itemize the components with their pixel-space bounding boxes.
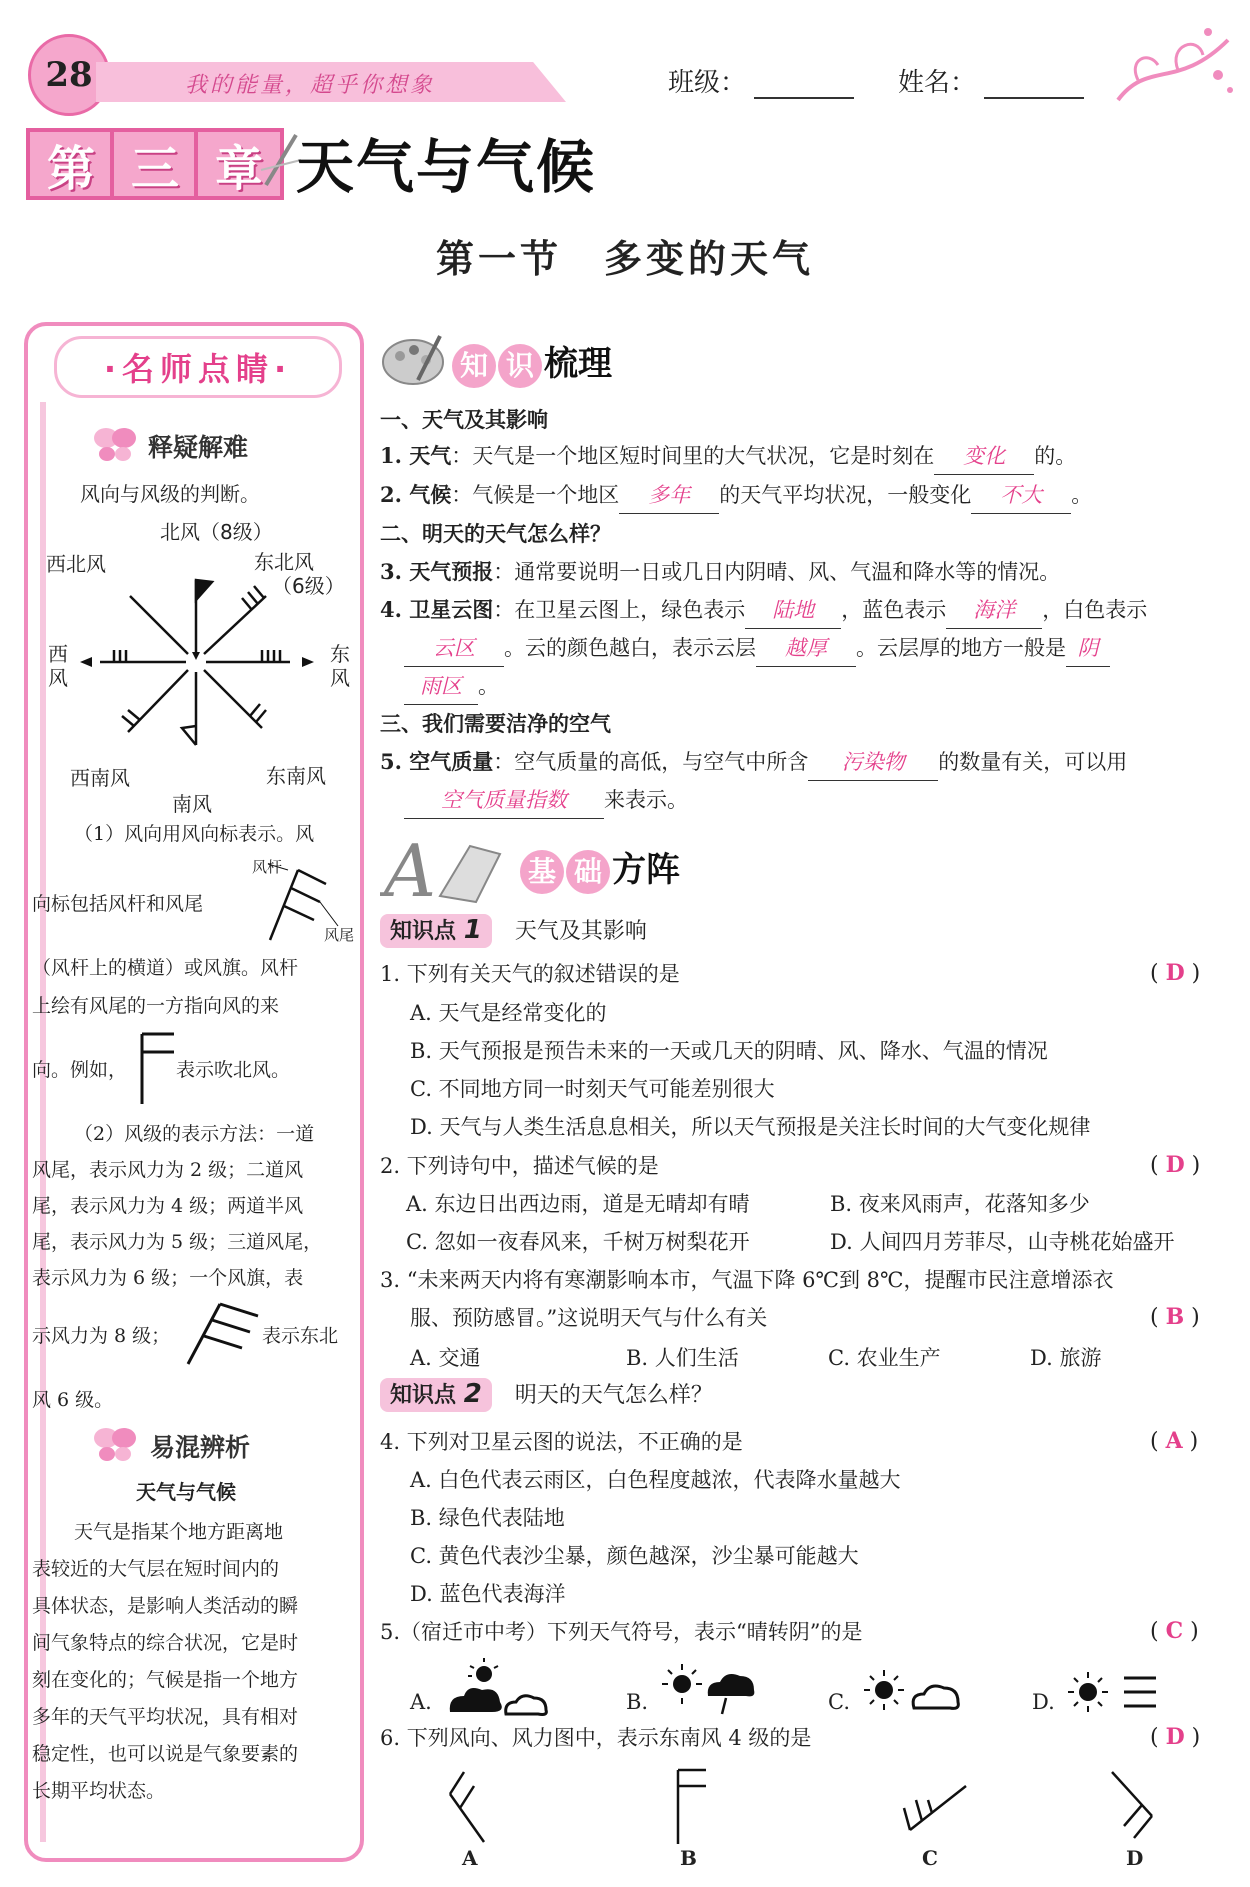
option-label: A.	[410, 1690, 432, 1714]
answer-bracket: ( B )	[1150, 1304, 1200, 1330]
option: D. 蓝色代表海洋	[410, 1582, 566, 1606]
compass-northwest-label: 西北风	[46, 552, 106, 576]
knowledge-h2: 二、明天的天气怎么样？	[380, 522, 611, 546]
question-stem: 3. “未来两天内将有寒潮影响本市，气温下降 6℃到 8℃，提醒市民注意增添衣	[380, 1268, 1114, 1292]
compass-northeast-level: （6级）	[272, 574, 345, 598]
compass-east-label-2: 风	[330, 666, 350, 690]
option: A. 交通	[410, 1346, 481, 1370]
answer-blank[interactable]: 变化	[934, 438, 1034, 475]
question-stem: 1. 下列有关天气的叙述错误的是	[380, 962, 680, 986]
answer-bracket: ( D )	[1150, 960, 1201, 986]
knowledge-q3: 3. 天气预报：通常要说明一日或几日内阴晴、风、气温和降水等的情况。	[380, 559, 1061, 584]
option-label: C.	[828, 1690, 850, 1714]
sunny-cloudy-cloudy-icon	[444, 1656, 554, 1720]
option: A. 天气是经常变化的	[410, 1001, 607, 1025]
answer-bracket: ( C )	[1150, 1618, 1199, 1644]
answer-bracket: ( A )	[1150, 1428, 1199, 1454]
compass-south-label: 南风	[172, 792, 212, 816]
sidebar-part2-title: 易混辨析	[150, 1433, 251, 1462]
compass-northeast-label: 东北风	[254, 550, 314, 574]
option: C. 农业生产	[828, 1346, 941, 1370]
option: D. 旅游	[1030, 1346, 1102, 1370]
slogan: 我的能量，超乎你想象	[185, 73, 436, 98]
knowledge-h1: 一、天气及其影响	[380, 408, 548, 432]
sidebar-para3-line: 稳定性，也可以说是气象要素的	[32, 1743, 299, 1765]
compass-north-label: 北风（8级）	[160, 520, 273, 544]
sidebar-part2-subtitle: 天气与气候	[136, 1480, 236, 1504]
knowledge-point-badge: 知识点 2	[380, 1378, 492, 1412]
wind-symbol-c-icon	[900, 1778, 970, 1838]
option: A. 东边日出西边雨，道是无晴却有晴	[406, 1192, 750, 1216]
chapter-char-2: 三	[110, 128, 200, 200]
answer-letter: D	[1165, 960, 1185, 986]
sunny-rain-icon	[660, 1660, 760, 1720]
class-label: 班级：	[668, 68, 747, 98]
answer-bracket: ( D )	[1150, 1724, 1201, 1750]
knowledge-point-title: 明天的天气怎么样？	[514, 1383, 713, 1408]
option: C. 黄色代表沙尘暴，颜色越深，沙尘暴可能越大	[410, 1544, 859, 1568]
answer-bracket: ( D )	[1150, 1152, 1201, 1178]
answer-blank[interactable]: 雨区	[404, 668, 478, 705]
sidebar-part1-subtitle: 风向与风级的判断。	[80, 482, 260, 506]
option: B. 人们生活	[626, 1346, 739, 1370]
option-label: D.	[1032, 1690, 1055, 1714]
palette-icon	[378, 330, 448, 390]
section-title: 第一节 多变的天气	[435, 236, 814, 281]
answer-letter: C	[1165, 1618, 1184, 1644]
tail-label: 风尾	[324, 926, 355, 944]
knowledge-q5-cont: 空气质量指数 来表示。	[404, 782, 688, 819]
option-label: D	[1126, 1846, 1144, 1870]
northeast-wind-6-icon	[184, 1298, 262, 1368]
compass-southwest-label: 西南风	[70, 766, 130, 790]
answer-blank[interactable]: 海洋	[946, 592, 1042, 629]
page-number: 28	[28, 34, 110, 116]
floral-decoration-icon	[1108, 20, 1238, 110]
option-label: B	[680, 1846, 697, 1870]
class-blank[interactable]	[754, 73, 854, 99]
wind-symbol-d-icon	[1106, 1766, 1166, 1846]
sidebar-para2-line: 风尾，表示风力为 2 级；二道风	[32, 1159, 304, 1181]
name-blank[interactable]	[984, 73, 1084, 99]
pole-label: 风杆	[252, 858, 283, 876]
option: D. 人间四月芳菲尽，山寺桃花始盛开	[830, 1230, 1175, 1254]
answer-letter: A	[1165, 1428, 1183, 1454]
answer-blank[interactable]: 污染物	[808, 744, 938, 781]
sidebar-para2-f: 示风力为 8 级；	[32, 1325, 171, 1347]
sidebar-header: ·名师点睛·	[54, 336, 342, 398]
svg-text:A: A	[384, 829, 436, 906]
answer-blank[interactable]: 阴	[1066, 630, 1110, 667]
option-label: B.	[626, 1690, 649, 1714]
wind-symbol-a-icon	[440, 1766, 500, 1846]
question-stem: 5.（宿迁市中考）下列天气符号，表示“晴转阴”的是	[380, 1620, 863, 1644]
sunny-to-overcast-icon	[862, 1664, 962, 1720]
name-label: 姓名：	[898, 68, 977, 98]
question-stem: 6. 下列风向、风力图中，表示东南风 4 级的是	[380, 1726, 812, 1750]
knowledge-q5: 5. 空气质量：空气质量的高低，与空气中所含 污染物 的数量有关，可以用	[380, 744, 1127, 781]
knowledge-point-2	[380, 1378, 713, 1412]
knowledge-q4-cont: 云区 。云的颜色越白，表示云层 越厚 。云层厚的地方一般是 阴	[404, 630, 1110, 667]
answer-blank[interactable]: 陆地	[745, 592, 841, 629]
answer-letter: D	[1165, 1724, 1185, 1750]
letter-a-icon	[380, 826, 510, 906]
option: D. 天气与人类生活息息相关，所以天气预报是关注长时间的大气变化规律	[410, 1115, 1091, 1139]
sidebar-para1-a: （1）风向用风向标表示。风	[74, 823, 315, 845]
option: B. 夜来风雨声，花落知多少	[830, 1192, 1090, 1216]
sidebar-para3-line: 表较近的大气层在短时间内的	[32, 1558, 280, 1580]
option: B. 绿色代表陆地	[410, 1506, 565, 1530]
option-label: C	[922, 1846, 938, 1870]
basics-heading	[520, 842, 680, 894]
knowledge-point-1	[380, 914, 647, 948]
butterfly-icon	[92, 1424, 138, 1464]
sidebar-para2-line: 尾，表示风力为 5 级；三道风尾，	[32, 1231, 323, 1253]
knowledge-point-badge: 知识点 1	[380, 914, 492, 948]
knowledge-q4: 4. 卫星云图：在卫星云图上，绿色表示 陆地 ，蓝色表示 海洋 ，白色表示	[380, 592, 1147, 629]
sidebar-para2-h: 风 6 级。	[32, 1389, 114, 1411]
knowledge-heading	[452, 336, 612, 388]
option: C. 不同地方同一时刻天气可能差别很大	[410, 1077, 775, 1101]
sidebar-para1-c: （风杆上的横道）或风旗。风杆	[32, 957, 299, 979]
answer-letter: B	[1165, 1304, 1185, 1330]
answer-letter: D	[1165, 1152, 1185, 1178]
sidebar-para3-line: 具体状态，是影响人类活动的瞬	[32, 1595, 299, 1617]
heading-rest: 方阵	[612, 850, 680, 890]
knowledge-q4-cont2: 雨区 。	[404, 668, 499, 705]
heading-rest: 梳理	[544, 344, 612, 384]
chapter-title: 天气与气候	[296, 133, 597, 201]
compass-southeast-label: 东南风	[266, 764, 326, 788]
question-stem: 2. 下列诗句中，描述气候的是	[380, 1154, 659, 1178]
class-field	[668, 62, 854, 99]
answer-blank[interactable]: 不大	[971, 477, 1071, 514]
north-wind-icon	[136, 1030, 180, 1106]
question-stem-cont: 服、预防感冒。”这说明天气与什么有关	[410, 1306, 768, 1330]
sidebar-para2-line: 尾，表示风力为 4 级；两道半风	[32, 1195, 304, 1217]
knowledge-h3: 三、我们需要洁净的空气	[380, 712, 611, 736]
wind-symbol-b-icon	[670, 1766, 720, 1846]
compass-east-label-1: 东	[330, 642, 350, 666]
sidebar-para2-g: 表示东北	[262, 1325, 339, 1347]
option: A. 白色代表云雨区，白色程度越浓，代表降水量越大	[410, 1468, 901, 1492]
sidebar-para3-line: 间气象特点的综合状况，它是时	[32, 1632, 299, 1654]
sidebar-para1-b: 向标包括风杆和风尾	[32, 893, 204, 915]
name-field	[898, 62, 1084, 99]
sidebar-para2-line: 表示风力为 6 级；一个风旗，表	[32, 1267, 304, 1289]
butterfly-icon	[92, 424, 138, 464]
sidebar-para3-line: 天气是指某个地方距离地	[74, 1521, 284, 1543]
answer-blank[interactable]: 越厚	[756, 630, 856, 667]
sidebar-para2-line: （2）风级的表示方法：一道	[74, 1123, 315, 1145]
heading-bubble: 识	[498, 344, 542, 388]
heading-bubble: 知	[452, 344, 496, 388]
compass-west-label-2: 风	[48, 666, 68, 690]
heading-bubble: 础	[566, 850, 610, 894]
answer-blank[interactable]: 多年	[619, 477, 719, 514]
chapter-char-1: 第	[26, 128, 116, 200]
option: B. 天气预报是预告未来的一天或几天的阴晴、风、降水、气温的情况	[410, 1039, 1048, 1063]
sidebar-para1-d: 上绘有风尾的一方指向风的来	[32, 995, 280, 1017]
sidebar-para1-e: 向。例如，	[32, 1059, 128, 1081]
sidebar-part1-title: 释疑解难	[148, 433, 249, 462]
question-stem: 4. 下列对卫星云图的说法，不正确的是	[380, 1430, 743, 1454]
option: C. 忽如一夜春风来，千树万树梨花开	[406, 1230, 750, 1254]
sidebar-para3-line: 长期平均状态。	[32, 1780, 166, 1802]
sidebar-para3-line: 刻在变化的；气候是指一个地方	[32, 1669, 299, 1691]
knowledge-q1: 1. 天气：天气是一个地区短时间里的大气状况，它是时刻在 变化 的。	[380, 438, 1076, 475]
knowledge-q2: 2. 气候：气候是一个地区 多年 的天气平均状况，一般变化 不大 。	[380, 477, 1092, 514]
sidebar-para1-f: 表示吹北风。	[176, 1059, 291, 1081]
answer-blank[interactable]: 空气质量指数	[404, 782, 604, 819]
compass-west-label-1: 西	[48, 642, 68, 666]
wind-compass-diagram	[70, 540, 330, 790]
heading-bubble: 基	[520, 850, 564, 894]
chapter-char-3: 章	[194, 128, 284, 200]
answer-blank[interactable]: 云区	[404, 630, 504, 667]
sidebar-para3-line: 多年的天气平均状况，具有相对	[32, 1706, 299, 1728]
option-label: A	[462, 1846, 478, 1870]
knowledge-point-title: 天气及其影响	[514, 919, 647, 944]
sunny-fog-icon	[1066, 1668, 1166, 1720]
